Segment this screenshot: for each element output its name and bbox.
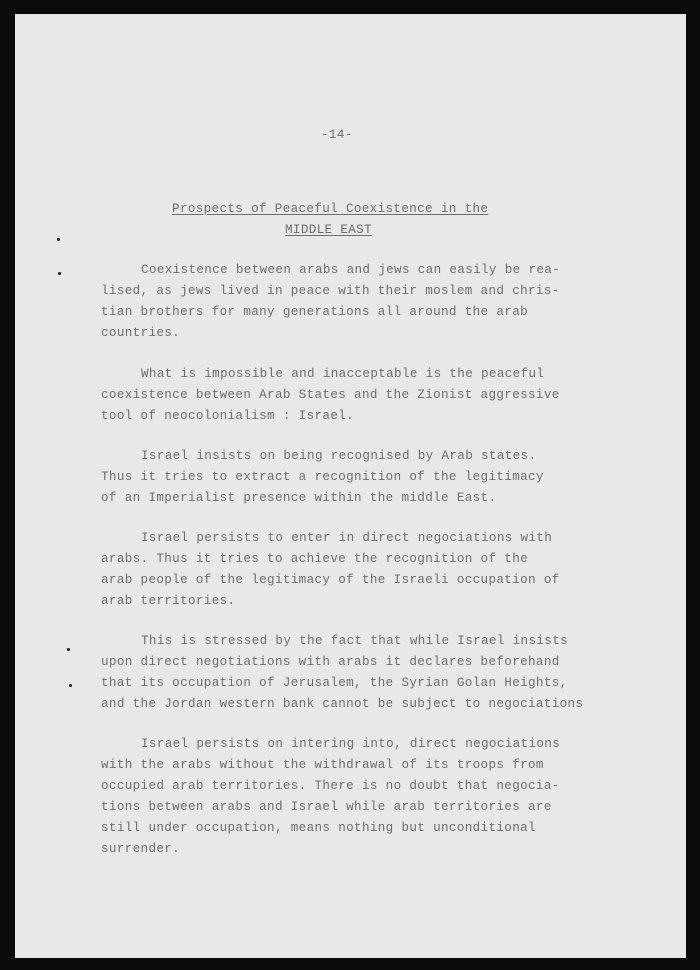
- paragraph-line: still under occupation, means nothing but unconditional: [101, 821, 536, 835]
- paragraph-line: Israel persists to enter in direct negociations with: [141, 531, 553, 545]
- paragraph-line: that its occupation of Jerusalem, the Syrian Golan Heights,: [101, 676, 568, 690]
- paragraph-line: This is stressed by the fact that while Israel insists: [141, 634, 569, 648]
- paragraph-3: [101, 446, 621, 509]
- ink-speck: [69, 684, 72, 687]
- title-line-1: Prospects of Peaceful Coexistence in the: [172, 202, 489, 216]
- paragraph-line: arab territories.: [101, 594, 236, 608]
- paragraph-line: occupied arab territories. There is no doubt that negocia-: [101, 779, 560, 793]
- paragraph-line: with the arabs without the withdrawal of its troops from: [101, 758, 544, 772]
- paragraph-2: [101, 364, 621, 427]
- paragraph-1: [101, 260, 621, 344]
- paragraph-line: tions between arabs and Israel while arab territories are: [101, 800, 552, 814]
- paragraph-line: and the Jordan western bank cannot be subject to negociations: [101, 697, 584, 711]
- paragraph-4: [101, 528, 621, 612]
- paragraph-line: Coexistence between arabs and jews can easily be rea-: [141, 263, 561, 277]
- document-page: [15, 14, 686, 958]
- paragraph-line: arab people of the legitimacy of the Israeli occupation of: [101, 573, 560, 587]
- paragraph-line: Thus it tries to extract a recognition of the legitimacy: [101, 470, 544, 484]
- title-line-2: MIDDLE EAST: [285, 223, 372, 237]
- paragraph-line: What is impossible and inacceptable is the peaceful: [141, 367, 545, 381]
- paragraph-line: Israel insists on being recognised by Arab states.: [141, 449, 537, 463]
- paragraph-6: [101, 734, 621, 860]
- paragraph-line: tian brothers for many generations all around the arab: [101, 305, 529, 319]
- paragraph-line: countries.: [101, 326, 181, 340]
- paragraph-line: of an Imperialist presence within the middle East.: [101, 491, 497, 505]
- paragraph-line: coexistence between Arab States and the Zionist aggressive: [101, 388, 560, 402]
- paragraph-line: tool of neocolonialism : Israel.: [101, 409, 355, 423]
- ink-speck: [58, 272, 61, 275]
- paragraph-5: [101, 631, 621, 715]
- page-number: -14-: [321, 128, 353, 142]
- paragraph-line: upon direct negotiations with arabs it declares beforehand: [101, 655, 560, 669]
- paragraph-line: arabs. Thus it tries to achieve the recognition of the: [101, 552, 529, 566]
- ink-speck: [57, 238, 60, 241]
- ink-speck: [67, 648, 70, 651]
- paragraph-line: surrender.: [101, 842, 181, 856]
- paragraph-line: lised, as jews lived in peace with their moslem and chris-: [101, 284, 560, 298]
- paragraph-line: Israel persists on intering into, direct negociations: [141, 737, 561, 751]
